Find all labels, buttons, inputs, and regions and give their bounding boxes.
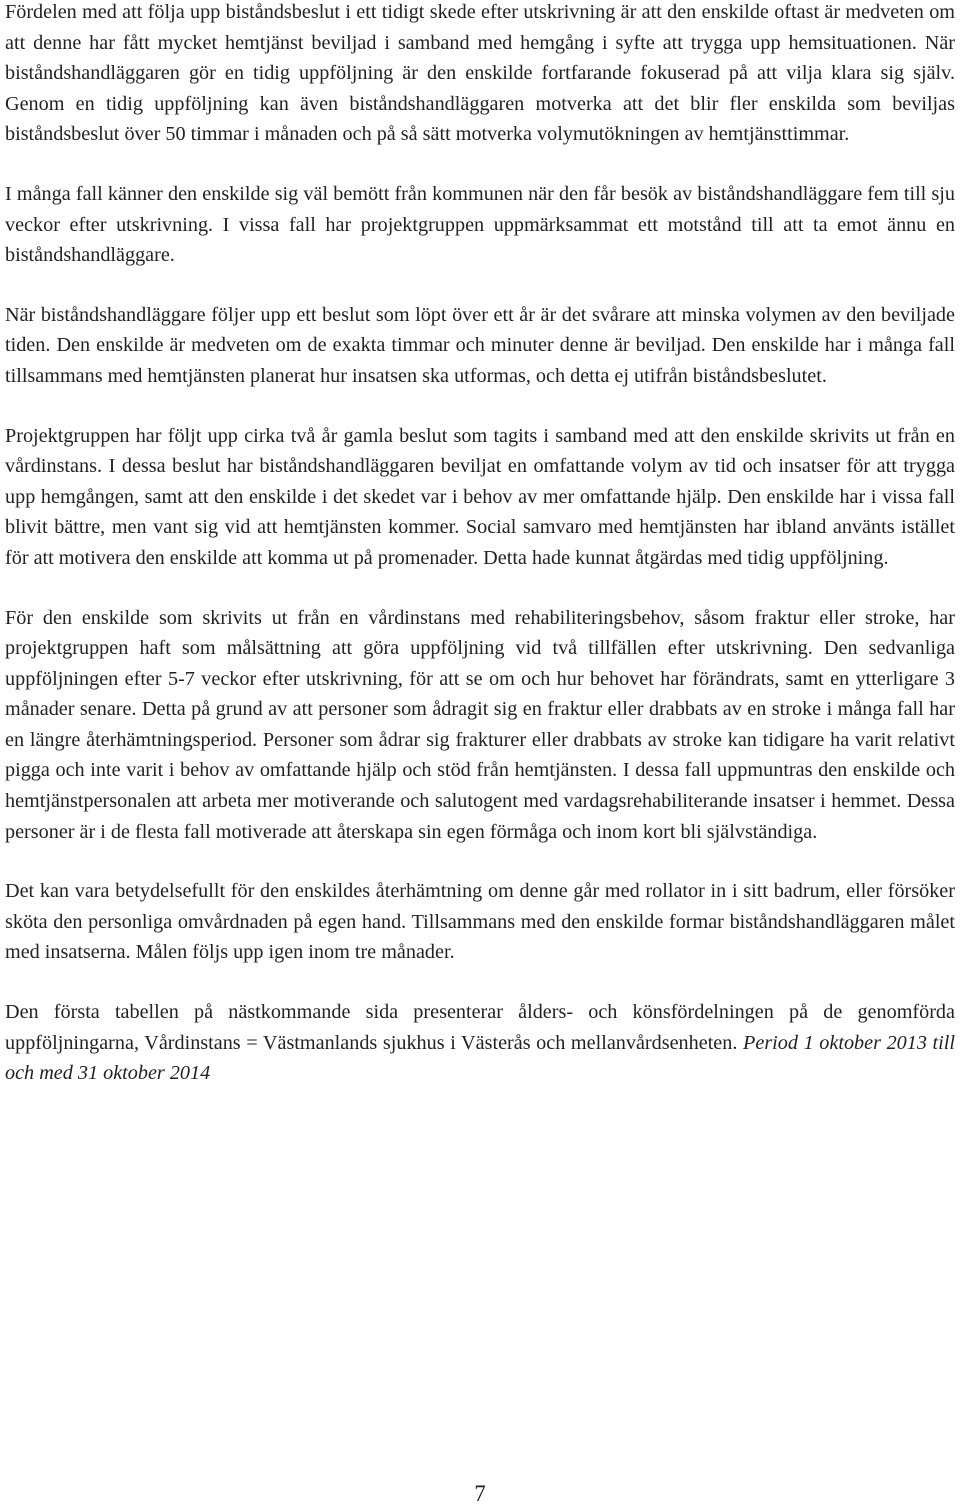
document-page — [5, 0, 955, 1089]
paragraph-5: För den enskilde som skrivits ut från en vårdinstans med rehabiliteringsbehov, såsom fraktur eller stroke, har projektgruppen haft som målsättning att göra uppföljning vid två tillfällen efter utskrivning. Den sedvanliga uppföljningen efter 5-7 veckor efter utskrivning, för att se om och hur behovet har förändrats, samt en ytterligare 3 månader senare. Detta på grund av att personer som ådragit sig en fraktur eller drabbats av en stroke i många fall har en längre återhämtningsperiod. Personer som ådrar sig frakturer eller drabbats av stroke kan tidigare ha varit relativt pigga och inte varit i behov av omfattande hjälp och stöd från hemtjänsten. I dessa fall uppmuntras den enskilde och hemtjänstpersonalen att arbeta mer motiverande och salutogent med vardagsrehabiliterande insatser i hemmet. Dessa personer är i de flesta fall motiverade att återskapa sin egen förmåga och inom kort bli självständiga. — [5, 606, 955, 843]
paragraph-7-text: Den första tabellen på nästkommande sida presenterar ålders- och könsfördelningen på de genomförda uppföljningarna, Vårdinstans = Västmanlands sjukhus i Västerås och mellanvårdsenheten. — [5, 1001, 955, 1054]
paragraph-2: I många fall känner den enskilde sig väl bemött från kommunen när den får besök av biståndshandläggare fem till sju veckor efter utskrivning. I vissa fall har projektgruppen uppmärksammat ett motstånd till att ta emot ännu en biståndshandläggare. — [5, 182, 955, 267]
paragraph-3: När biståndshandläggare följer upp ett beslut som löpt över ett år är det svårare att minska volymen av den beviljade tiden. Den enskilde är medveten om de exakta timmar och minuter denne är beviljad. Den enskilde har i många fall tillsammans med hemtjänsten planerat hur insatsen ska utformas, och detta ej utifrån biståndsbeslutet. — [5, 303, 955, 387]
paragraph-7 — [5, 997, 955, 1089]
paragraph-4: Projektgruppen har följt upp cirka två år gamla beslut som tagits i samband med att den enskilde skrivits ut från en vårdinstans. I dessa beslut har biståndshandläggaren beviljat en omfattande volym av tid och insatser för att trygga upp hemgången, samt att den enskilde i det skedet var i behov av mer omfattande hjälp. Den enskilde har i vissa fall blivit bättre, men vant sig vid att hemtjänsten kommer. Social samvaro med hemtjänsten har ibland använts istället för att motivera den enskilde att komma ut på promenader. Detta hade kunnat åtgärdas med tidig uppföljning. — [5, 424, 955, 569]
page-number: 7 — [474, 1481, 486, 1506]
paragraph-1: Fördelen med att följa upp biståndsbeslut i ett tidigt skede efter utskrivning är att den enskilde oftast är medveten om att denne har fått mycket hemtjänst beviljad i samband med hemgång i syfte att trygga upp hemsituationen. När biståndshandläggaren gör en tidig uppföljning är den enskilde fortfarande fokuserad på att vilja klara sig själv. Genom en tidig uppföljning kan även biståndshandläggaren motverka att det blir fler enskilda som beviljas biståndsbeslut över 50 timmar i månaden och på så sätt motverka volymutökningen av hemtjänsttimmar. — [5, 1, 955, 146]
paragraph-6: Det kan vara betydelsefullt för den enskildes återhämtning om denne går med rollator in i sitt badrum, eller försöker sköta den personliga omvårdnaden på egen hand. Tillsammans med den enskilde formar biståndshandläggaren målet med insatserna. Målen följs upp igen inom tre månader. — [5, 880, 955, 964]
period-note: Period 1 oktober 2013 till och med 31 oktober 2014 — [5, 1031, 955, 1085]
